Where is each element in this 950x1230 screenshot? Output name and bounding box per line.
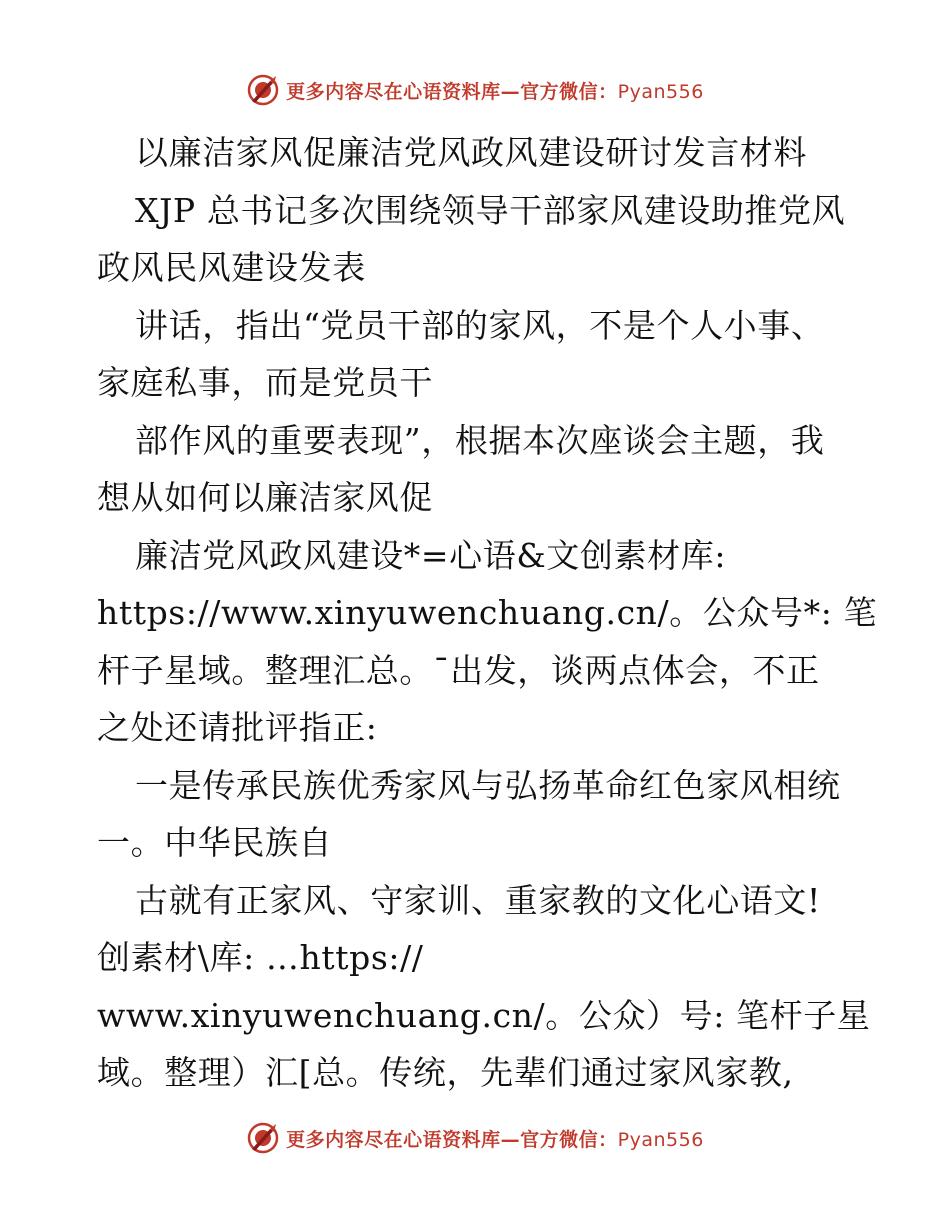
text-line: 想从如何以廉洁家风促 [97, 478, 433, 517]
text-line: 部作风的重要表现”，根据本次座谈会主题，我 [135, 420, 825, 460]
text-line: 古就有正家风、守家训、重家教的文化心语文! [135, 880, 821, 920]
text-line: 杆子星域。整理汇总。¯出发，谈两点体会，不正 [97, 650, 820, 690]
document-title: 以廉洁家风促廉洁党风政风建设研讨发言材料 [135, 133, 807, 172]
wechat-handle: Pyan556 [617, 80, 704, 103]
quill-logo-icon [246, 73, 280, 107]
text-line: 域。整理）汇[总。传统，先辈们通过家风家教, [97, 1053, 794, 1092]
text-line: 一是传承民族优秀家风与弘扬革命红色家风相统 [135, 765, 841, 805]
text-line: 政风民风建设发表 [97, 248, 366, 287]
text-line: https://www.xinyuwenchuang.cn/。公众号*: 笔 [97, 593, 878, 632]
text-line: www.xinyuwenchuang.cn/。公众）号: 笔杆子星 [97, 995, 871, 1035]
document-body [97, 124, 878, 1102]
text-line: 家庭私事，而是党员干 [97, 363, 433, 402]
banner-text: 更多内容尽在心语资料库—官方微信：Pyan556 [286, 1128, 704, 1151]
text-line: 创素材\库: …https:// [97, 938, 424, 977]
footer-banner [0, 1118, 950, 1158]
text-line: 讲话，指出“党员干部的家风，不是个人小事、 [135, 305, 825, 345]
text-line: 之处还请批评指正: [97, 708, 378, 747]
text-line: 廉洁党风政风建设*=心语&文创素材库: [135, 535, 727, 575]
text-line: 一。中华民族自 [97, 823, 333, 862]
quill-logo-icon [246, 1121, 280, 1155]
wechat-handle: Pyan556 [617, 1128, 704, 1151]
banner-text: 更多内容尽在心语资料库—官方微信：Pyan556 [286, 80, 704, 103]
header-banner [0, 70, 950, 110]
text-line: XJP 总书记多次围绕领导干部家风建设助推党风 [135, 190, 846, 230]
